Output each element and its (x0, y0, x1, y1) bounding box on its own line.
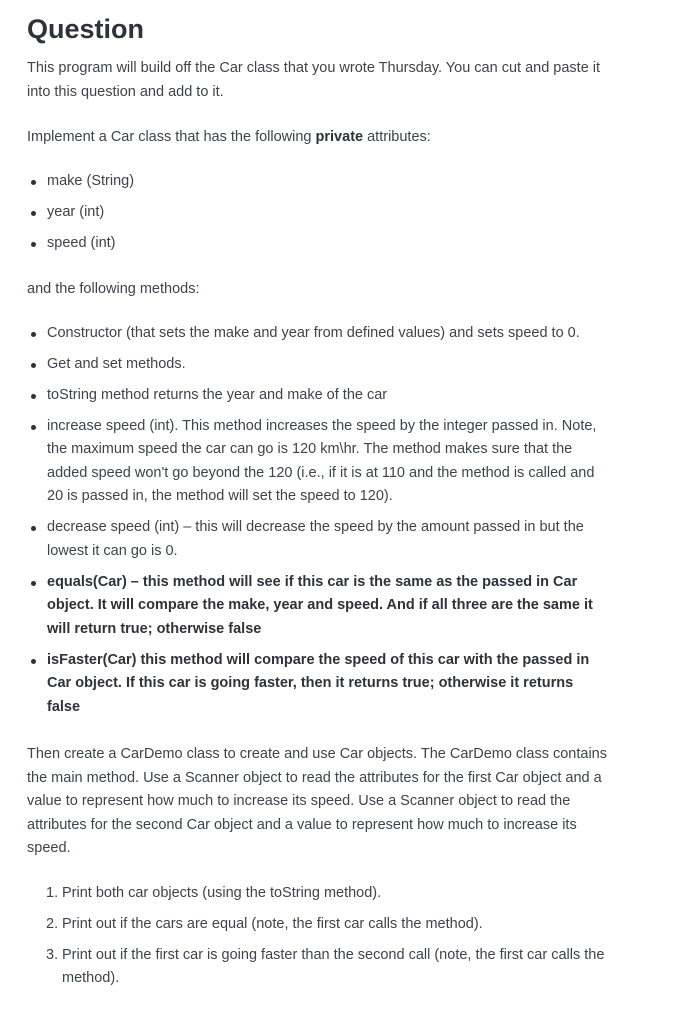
step-text: Print out if the cars are equal (note, the first car calls the method). (62, 915, 483, 932)
list-item: Constructor (that sets the make and year from defined values) and sets speed to 0. (27, 322, 607, 346)
methods-list (27, 322, 607, 720)
step-number: 3. (46, 946, 59, 963)
implement-text-before: Implement a Car class that has the following (27, 129, 316, 145)
methods-intro: and the following methods: (27, 281, 200, 297)
step-text: Print both car objects (using the toString method). (62, 884, 382, 901)
implement-paragraph (27, 126, 607, 150)
steps-list (27, 882, 607, 991)
list-item: year (int) (27, 201, 607, 225)
page-title: Question (27, 14, 145, 44)
list-item (46, 944, 607, 991)
demo-paragraph: Then create a CarDemo class to create and use Car objects. The CarDemo class contains the main method. Use a Scanner object to read the attributes for the first Car object and a value to represent how much to increase its speed. Use a Scanner object to read the attributes for the second Car object and a value to represent how much to increase its speed. (27, 746, 607, 856)
list-item: toString method returns the year and make of the car (27, 384, 607, 408)
list-item: isFaster(Car) this method will compare the speed of this car with the passed in Car object. If this car is going faster, then it returns true; otherwise it returns false (27, 649, 607, 720)
list-item (46, 913, 607, 937)
step-text: Print out if the first car is going faster than the second call (note, the first car calls the method). (62, 946, 605, 986)
list-item: make (String) (27, 170, 607, 194)
list-item: increase speed (int). This method increases the speed by the integer passed in. Note, the maximum speed the car can go is 120 km\hr. The method makes sure that the added speed won't go beyond the 120 (i.e., if it is at 110 and the method is called and 20 is passed in, the method will set the speed to 120). (27, 415, 607, 509)
intro-paragraph: This program will build off the Car class that you wrote Thursday. You can cut and paste it into this question and add to it. (27, 60, 601, 100)
list-item: Get and set methods. (27, 353, 607, 377)
list-item: speed (int) (27, 232, 607, 256)
implement-text-after: attributes: (363, 129, 431, 145)
list-item: equals(Car) – this method will see if this car is the same as the passed in Car object. It will compare the make, year and speed. And if all three are the same it will return true; otherwise false (27, 571, 607, 642)
list-item: decrease speed (int) – this will decrease the speed by the amount passed in but the lowest it can go is 0. (27, 516, 607, 563)
step-number: 2. (46, 915, 59, 932)
implement-bold-text: private (315, 129, 364, 145)
attributes-list (27, 170, 607, 256)
step-number: 1. (46, 884, 59, 901)
list-item (46, 882, 607, 906)
